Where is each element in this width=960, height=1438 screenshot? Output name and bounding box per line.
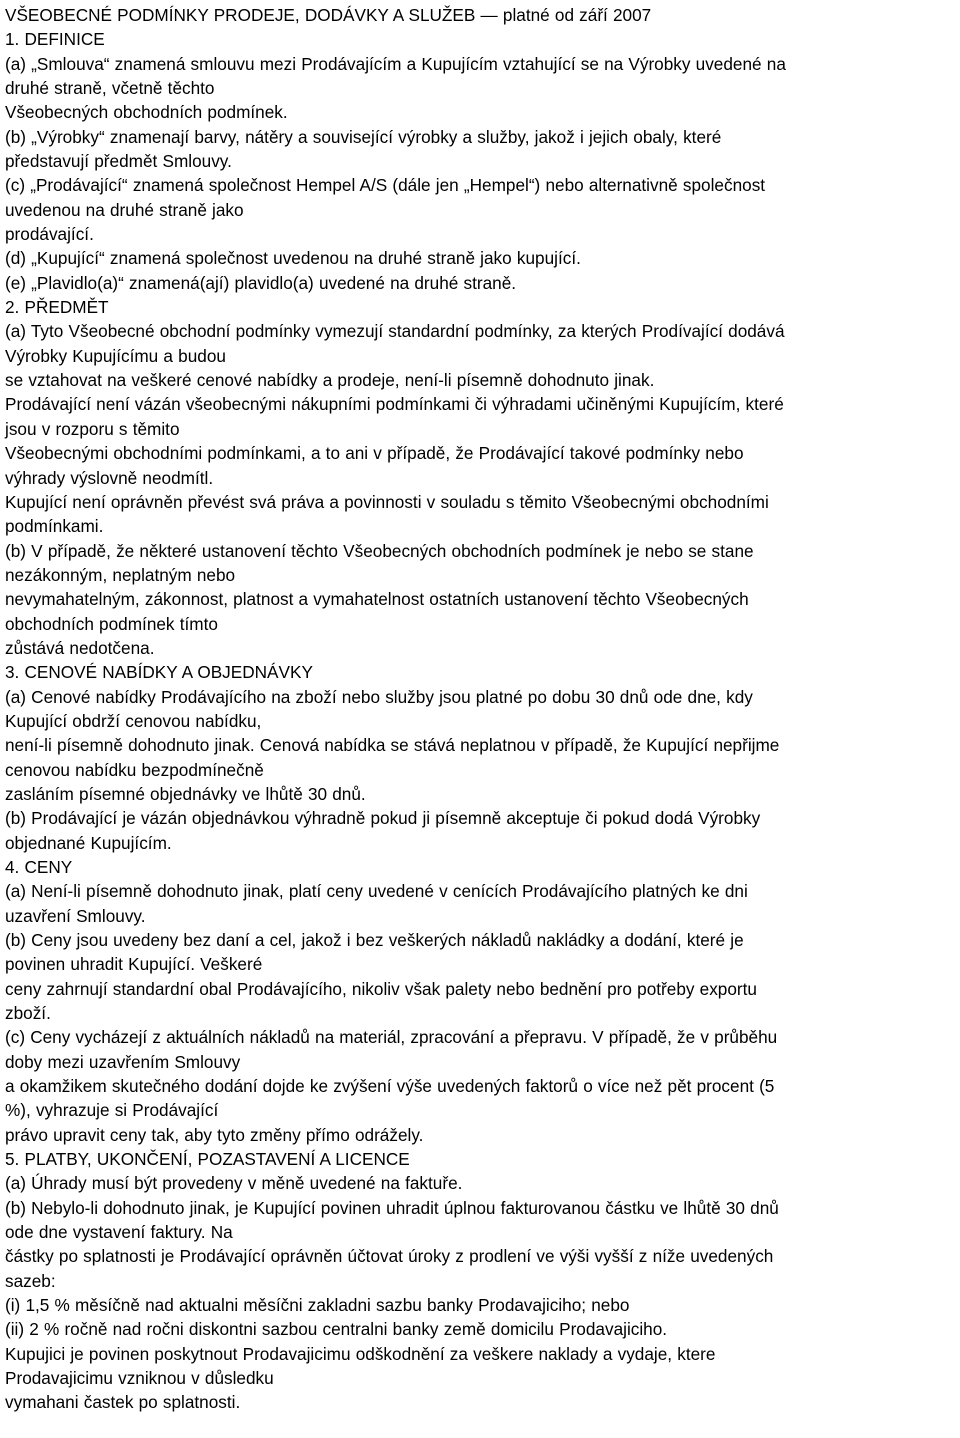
document-line: doby mezi uzavřením Smlouvy xyxy=(5,1051,241,1072)
document-line: zasláním písemné objednávky ve lhůtě 30 dnů. xyxy=(5,783,366,804)
document-line: (a) Úhrady musí být provedeny v měně uvedené na faktuře. xyxy=(5,1173,463,1194)
document-line: 2. PŘEDMĚT xyxy=(5,297,109,318)
document-line: výhrady výslovně neodmítl. xyxy=(5,467,214,488)
document-line: (a) Tyto Všeobecné obchodní podmínky vymezují standardní podmínky, za kterých Prodívající dodává xyxy=(5,321,785,342)
document-line: vymahani častek po splatnosti. xyxy=(5,1392,241,1413)
document-line: 1. DEFINICE xyxy=(5,29,105,50)
document-line: jsou v rozporu s těmito xyxy=(5,418,180,439)
document-line: (b) Ceny jsou uvedeny bez daní a cel, jakož i bez veškerých nákladů nakládky a dodání, které je xyxy=(5,929,744,950)
document-line: (b) V případě, že některé ustanovení těchto Všeobecných obchodních podmínek je nebo se stane xyxy=(5,540,754,561)
document-line: a okamžikem skutečného dodání dojde ke zvýšení výše uvedených faktorů o více než pět procent (5 xyxy=(5,1076,775,1096)
document-line: (e) „Plavidlo(a)“ znamená(ají) plavidlo(a) uvedené na druhé straně. xyxy=(5,272,517,293)
document-line: ceny zahrnují standardní obal Prodávajícího, nikoliv však palety nebo bednění pro potřeby exportu xyxy=(5,978,757,999)
document-line: obchodních podmínek tímto xyxy=(5,613,218,634)
document-line: zůstává nedotčena. xyxy=(5,637,155,658)
document-line: nevymahatelným, zákonnost, platnost a vymahatelnost ostatních ustanovení těchto Všeobecných xyxy=(5,589,749,610)
document-line: (b) Prodávající je vázán objednávkou výhradně pokud ji písemně akceptuje či pokud dodá Výrobky xyxy=(5,808,761,829)
document-title: VŠEOBECNÉ PODMÍNKY PRODEJE, DODÁVKY A SLUŽEB — platné od září 2007 xyxy=(5,5,652,25)
document-line: (d) „Kupující“ znamená společnost uvedenou na druhé straně jako kupující. xyxy=(5,248,581,269)
document-line: Kupujici je povinen poskytnout Prodavajicimu odškodnění za veškere naklady a vydaje, ktere xyxy=(5,1343,716,1364)
document-line: 5. PLATBY, UKONČENÍ, POZASTAVENÍ A LICENCE xyxy=(5,1149,410,1169)
document-line: (i) 1,5 % měsíčně nad aktualni měsíčni zakladni sazbu banky Prodavajiciho; nebo xyxy=(5,1295,630,1315)
document-line: (ii) 2 % ročně nad ročni diskontni sazbou centralni banky země domicilu Prodavajiciho. xyxy=(5,1319,668,1340)
document-line: cenovou nabídku bezpodmínečně xyxy=(5,759,264,780)
document-line: (a) Není-li písemně dohodnuto jinak, platí ceny uvedené v cenících Prodávajícího platných ke dni xyxy=(5,881,748,902)
document-line: 4. CENY xyxy=(5,856,73,877)
document-line: není-li písemně dohodnuto jinak. Cenová nabídka se stává neplatnou v případě, že Kupující nepřijme xyxy=(5,735,780,756)
document-line: podmínkami. xyxy=(5,516,104,537)
document-line: Kupující není oprávněn převést svá práva a povinnosti v souladu s těmito Všeobecnými obchodními xyxy=(5,491,769,512)
document-line: Výrobky Kupujícímu a budou xyxy=(5,345,226,366)
document-line: představují předmět Smlouvy. xyxy=(5,151,232,171)
document-line: (b) „Výrobky“ znamenají barvy, nátěry a související výrobky a služby, jakož i jejich obaly, které xyxy=(5,126,722,147)
document-line: právo upravit ceny tak, aby tyto změny přímo odrážely. xyxy=(5,1124,424,1145)
document-line: ode dne vystavení faktury. Na xyxy=(5,1222,233,1242)
document-line: Prodavajicimu vzniknou v důsledku xyxy=(5,1368,274,1388)
document-line: Prodávající není vázán všeobecnými nákupními podmínkami či výhradami učiněnými Kupujícím, které xyxy=(5,394,784,415)
document-line: povinen uhradit Kupující. Veškeré xyxy=(5,954,263,975)
document-line: zboží. xyxy=(5,1002,51,1023)
document-line: Všeobecných obchodních podmínek. xyxy=(5,102,288,123)
document-line: uvedenou na druhé straně jako xyxy=(5,199,244,220)
document-line: Všeobecnými obchodními podmínkami, a to ani v případě, že Prodávající takové podmínky nebo xyxy=(5,443,744,464)
document-line: se vztahovat na veškeré cenové nabídky a prodeje, není-li písemně dohodnuto jinak. xyxy=(5,370,655,391)
document-line: Kupující obdrží cenovou nabídku, xyxy=(5,710,262,731)
document-line: (c) „Prodávající“ znamená společnost Hempel A/S (dále jen „Hempel“) nebo alternativně společnost xyxy=(5,175,766,196)
document-line: %), vyhrazuje si Prodávající xyxy=(5,1100,219,1121)
document-line: sazeb: xyxy=(5,1270,56,1291)
document-line: (a) Cenové nabídky Prodávajícího na zboží nebo služby jsou platné po dobu 30 dnů ode dne, kdy xyxy=(5,686,753,707)
document-line: (c) Ceny vycházejí z aktuálních nákladů na materiál, zpracování a přepravu. V případě, že v průběhu xyxy=(5,1027,778,1048)
document-line: druhé straně, včetně těchto xyxy=(5,78,215,98)
document-line: objednané Kupujícím. xyxy=(5,832,172,853)
document-line: (a) „Smlouva“ znamená smlouvu mezi Prodávajícím a Kupujícím vztahující se na Výrobky uvedené na xyxy=(5,53,786,74)
document-line: částky po splatnosti je Prodávající oprávněn účtovat úroky z prodlení ve výši vyšší z níže uvedených xyxy=(5,1246,774,1267)
document-line: (b) Nebylo-li dohodnuto jinak, je Kupující povinen uhradit úplnou fakturovanou částku ve lhůtě 30 dnů xyxy=(5,1197,779,1218)
document-line: nezákonným, neplatným nebo xyxy=(5,564,236,585)
document-line: prodávající. xyxy=(5,224,94,245)
document-line: uzavření Smlouvy. xyxy=(5,905,146,926)
document-line: 3. CENOVÉ NABÍDKY A OBJEDNÁVKY xyxy=(5,662,313,683)
